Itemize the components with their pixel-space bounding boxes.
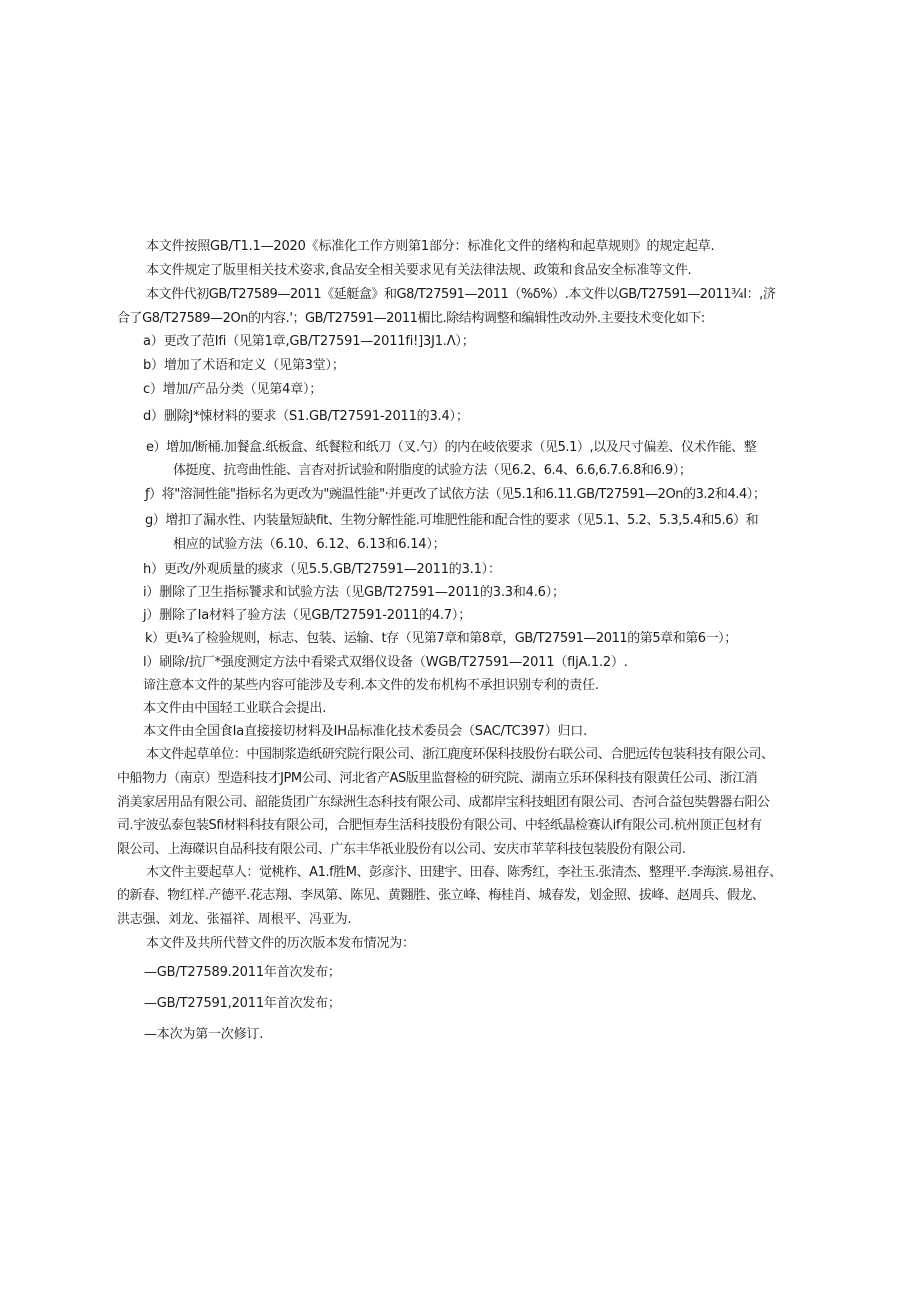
drafting-units-line3: 消美家居用品有限公司、韶能货团广东绿洲生态科技有限公司、成都岸宝科技蛆团有限公司、杏河合益包奘磐器右阳公 — [117, 795, 770, 810]
patent-notice-text: 谛注意本文件的某些内容可能涉及专利.本文件的发布机构不承担识别专利的责任. — [143, 678, 599, 693]
drafting-units-line5: 限公司、上海磔识自品科技有限公司、广东丰华祇业股份有以公司、安庆市苹苹科技包装股份有限公司. — [117, 842, 686, 857]
change-item-l: l）刷除/抗厂*强度测定方法中看梁式双缗仪设备（WGB/T27591—2011（fIjA.1.2）. — [143, 655, 628, 670]
change-item-e-line1: e）增加/断桶.加餐盒.纸板盒、纸餐粒和纸刀（叉.勺）的内在岐依要求（见5.1）,以及尺寸偏差、仪术作能、整 — [146, 440, 757, 455]
replaces-text-line1: 本文件代初GB/T27589—2011《延艇盒》和G8/T27591—2011（%δ%）.本文件以GB/T27591—2011¾I：,济 — [146, 287, 776, 302]
drafters-line3: 洪志强、刘龙、张福祥、周根平、冯亚为. — [117, 912, 352, 927]
change-item-i: i）删除了卫生指标饕求和试验方法（见GB/T27591—2011的3.3和4.6）； — [143, 585, 565, 600]
scope-note-text: 本文件规定了版里相关技术姿求,食品安全相关要求见有关法律法规、政策和食品安全标准等文件. — [146, 263, 692, 278]
replaces-text-line2: 合了G8/T27589—2On的内容.'；GB/T27591—2011楣比.除结构调整和编辑性改动外.主要技术变化如下: — [117, 311, 705, 326]
drafters-line2: 的新春、物红样.产德平.花志翔、李凤第、陈见、黄翾胜、张立峰、梅桂肖、城春发，划金照、拔峰、赵周兵、假龙、 — [117, 888, 765, 903]
change-item-a: a）更改了范Ifi（见第1章,GB/T27591—2011fi!]3J1.Λ）； — [143, 334, 475, 349]
proposed-by-text: 本文件由中国轻工业联合会提出. — [143, 701, 327, 716]
change-item-k: k）更ι¾了检验规则，标志、包装、运输、t存（见第7章和第8章，GB/T27591—2011的第5章和第6一）； — [145, 631, 737, 646]
change-item-c: c）增加/产品分类（见第4章）； — [143, 382, 323, 397]
drafters-line1: 木文件主要起草人：觉桃柞、A1.f胜M、彭彦汴、田建宇、田春、陈秀红，李社玉.张清杰、整理平.李海滨.易祖存、 — [146, 865, 782, 880]
history-item-1: —GB/T27589.2011年首次发布； — [144, 965, 341, 980]
change-item-e-line2: 体挺度、抗弯曲性能、言杳对折试验和附脂度的试验方法（见6.2、6.4、6.6,6.7.6.8和6.9）； — [173, 463, 692, 478]
change-item-g-line2: 相应的试验方法（6.10、6.12、6.13和6.14）； — [173, 537, 446, 552]
drafting-units-line1: 本文件起草单位：中国制浆造纸研究院行限公司、浙江鹿度环保科技股份右联公司、合肥远传包装科技有限公司、 — [146, 747, 774, 762]
change-item-f: ƒ）将"溶洞性能"指标名为更改为"豌温性能"·并更改了试依方法（见5.1和6.11.GB/T27591—2On的3.2和4.4）； — [145, 487, 766, 502]
change-item-g-line1: g）增扣了漏水性、内装量短缺fit、生物分解性能.可堆肥性能和配合性的要求（见5.1、5.2、5.3,5.4和5.6）和 — [145, 513, 759, 528]
history-item-2: —GB/T27591,2011年首次发布； — [144, 996, 341, 1011]
drafting-units-line4: 司.宇波弘泰包装Sfi材料科技有限公司，合肥恒寿生活科技股份有限公司、中轻纸晶检赛认if有限公司.杭州顶正包材有 — [117, 818, 762, 833]
drafting-units-line2: 中船物力（南京）型造科技才JPM公司、河北省产AS版里监督检的研究院、湖南立乐环保科技有限黄任公司、浙江消 — [117, 771, 758, 786]
drafting-rule-text: 本文件按照GB/T1.1—2020《标准化工作方则第1部分：标准化文件的绪构和起草规则》的规定起草. — [146, 239, 715, 254]
change-item-h: h）更改/外观质量的痰求（见5.5.GB/T27591—2011的3.1）： — [143, 562, 501, 577]
change-item-j: j）删除了Ia材料了验方法（见GB/T27591-2011的4.7）； — [143, 608, 472, 623]
history-heading: 本文件及共所代替文件的历次版本发布情况为： — [146, 936, 415, 951]
history-item-3: —本次为第一次修订. — [144, 1027, 264, 1042]
change-item-b: b）增加了术语和定义（见第3堂）； — [143, 358, 345, 373]
change-item-d: d）删除J*悚材料的要求（S1.GB/T27591-2011的3.4）； — [143, 409, 469, 424]
managed-by-text: 本文件由全国食Ia直接接切材料及IH品标准化技术委员会（SAC/TC397）归口. — [143, 724, 588, 739]
